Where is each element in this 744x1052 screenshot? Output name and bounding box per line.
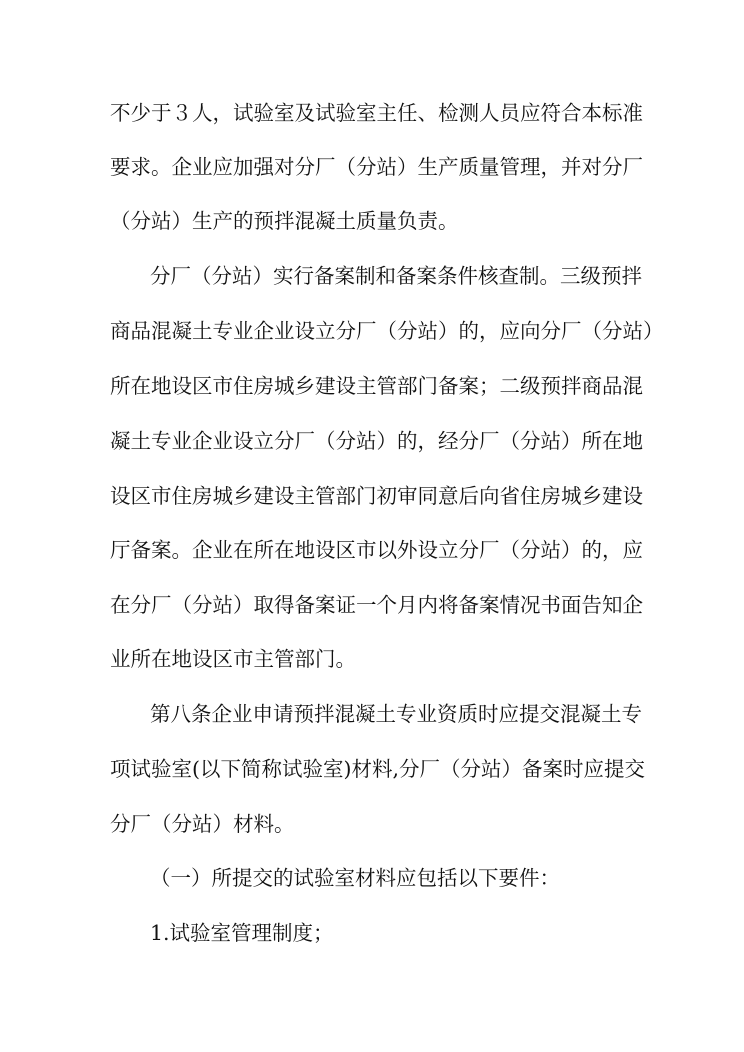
text-line-8: 设区市住房城乡建设主管部门初审同意后向省住房城乡建设 (110, 484, 643, 508)
text-line-4: 分厂（分站）实行备案制和备案条件核查制。三级预拌 (150, 264, 642, 288)
text-line-5: 商品混凝土专业企业设立分厂（分站）的，应向分厂（分站） (110, 319, 664, 343)
text-line-13: 项试验室(以下简称试验室)材料,分厂（分站）备案时应提交 (110, 757, 646, 781)
text-line-9: 厅备案。企业在所在地设区市以外设立分厂（分站）的，应 (110, 538, 643, 562)
text-line-12: 第八条企业申请预拌混凝土专业资质时应提交混凝土专 (150, 702, 642, 726)
text-line-7: 凝土专业企业设立分厂（分站）的，经分厂（分站）所在地 (110, 429, 643, 453)
text-line-16: 1.试验室管理制度； (150, 921, 334, 945)
text-line-6: 所在地设区市住房城乡建设主管部门备案；二级预拌商品混 (110, 374, 643, 398)
text-line-3: （分站）生产的预拌混凝土质量负责。 (110, 209, 459, 233)
text-line-2: 要求。企业应加强对分厂（分站）生产质量管理，并对分厂 (110, 155, 643, 179)
text-line-15: （一）所提交的试验室材料应包括以下要件： (150, 866, 560, 890)
text-line-1: 不少于３人，试验室及试验室主任、检测人员应符合本标准 (110, 101, 643, 125)
text-line-11: 业所在地设区市主管部门。 (110, 647, 356, 671)
text-line-14: 分厂（分站）材料。 (110, 812, 295, 836)
text-line-10: 在分厂（分站）取得备案证一个月内将备案情况书面告知企 (110, 593, 643, 617)
